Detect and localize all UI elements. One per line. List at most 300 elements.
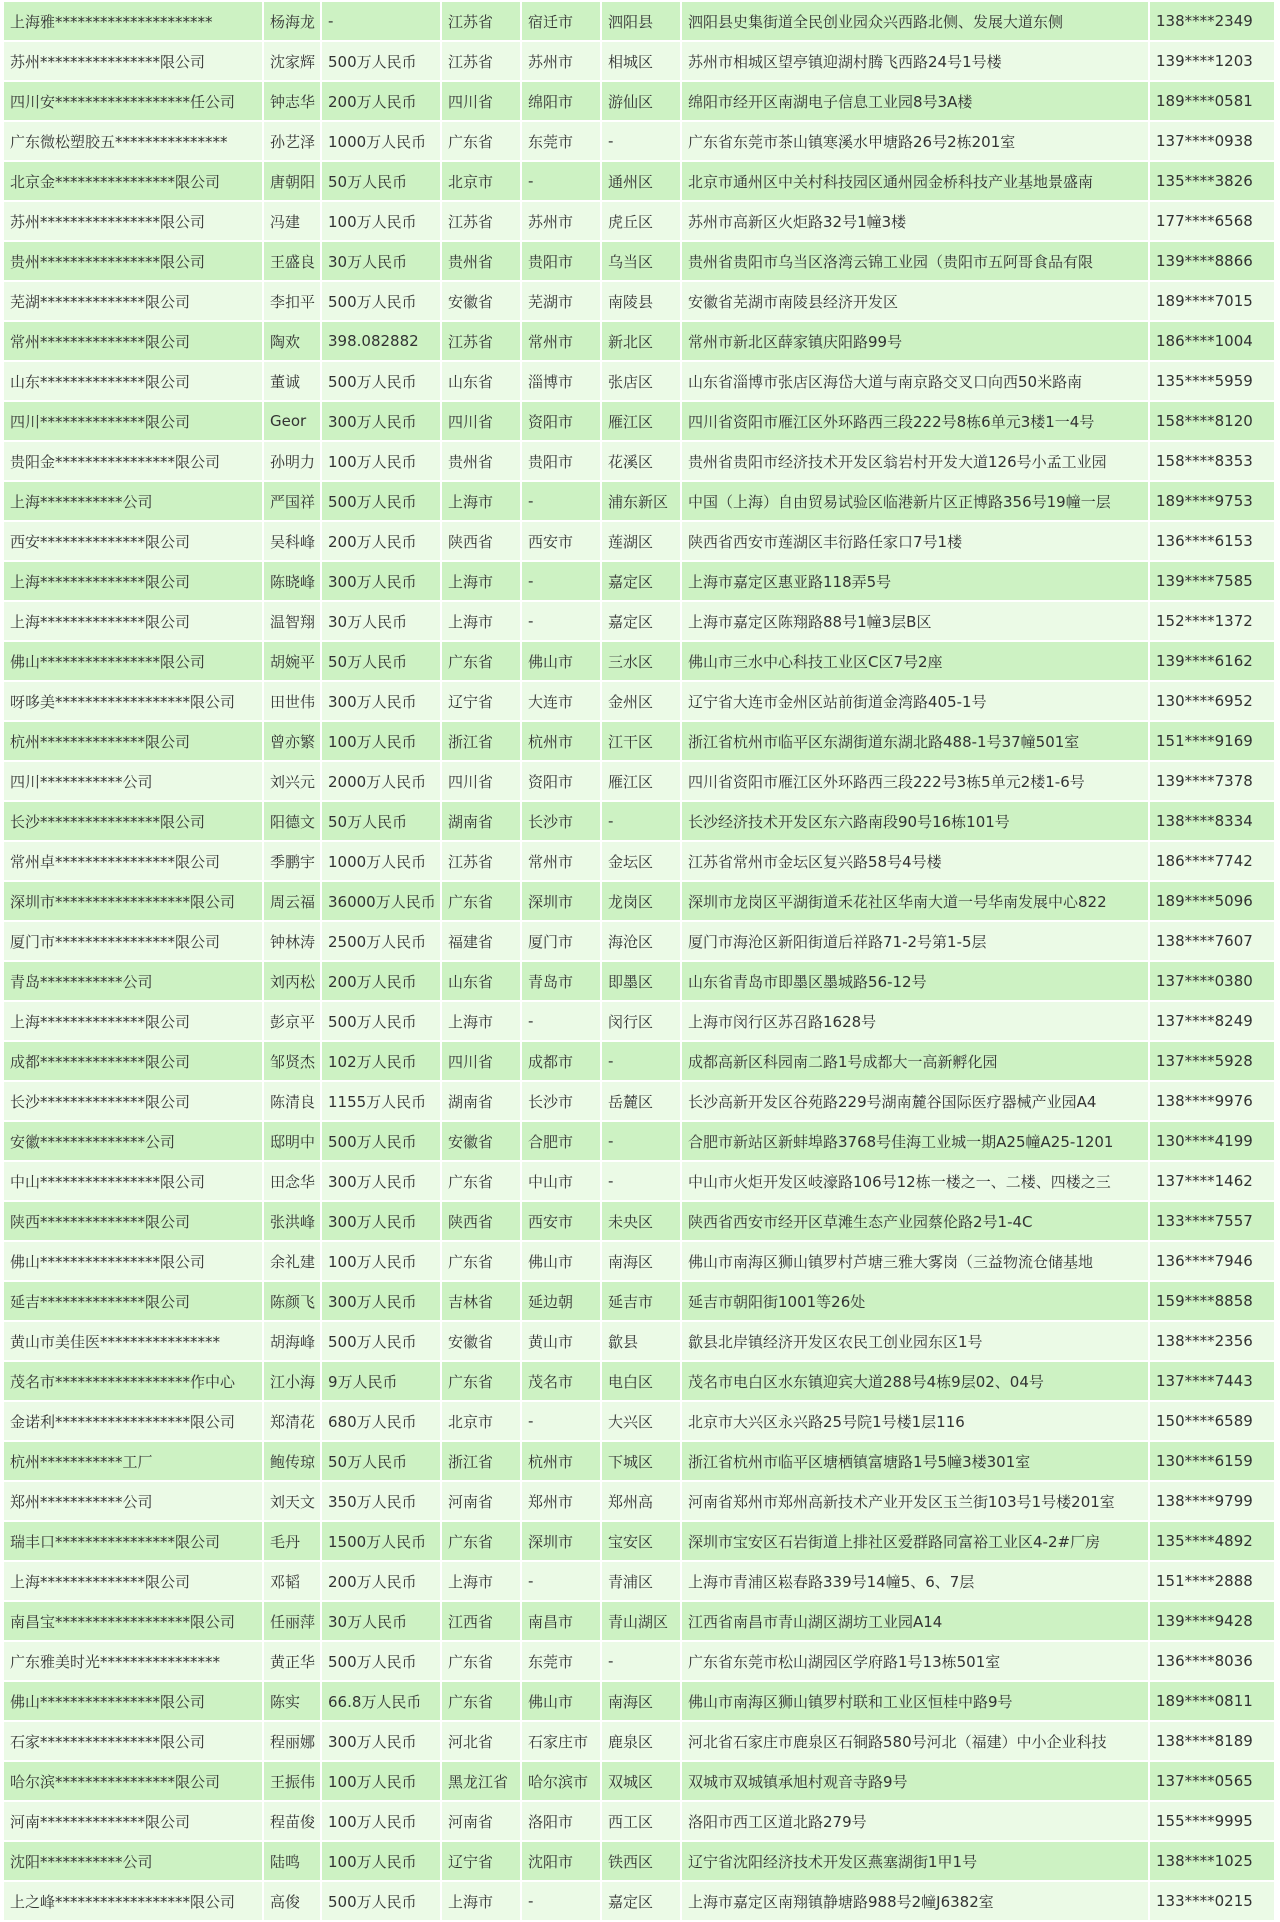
company-name-cell: 长沙****************限公司: [4, 802, 264, 842]
district-cell: 嘉定区: [602, 1882, 682, 1922]
registered-capital-cell: 200万人民币: [322, 962, 442, 1002]
address-cell: 深圳市龙岗区平湖街道禾花社区华南大道一号华南发展中心822: [682, 882, 1150, 922]
city-cell: 深圳市: [522, 882, 602, 922]
company-name-cell: 上海雅*********************: [4, 2, 264, 42]
table-row: [4, 122, 1276, 162]
table-row: [4, 1642, 1276, 1682]
province-cell: 上海市: [442, 562, 522, 602]
company-name-cell: 杭州***********工厂: [4, 1442, 264, 1482]
company-name-cell: 北京金****************限公司: [4, 162, 264, 202]
district-cell: -: [602, 1162, 682, 1202]
phone-cell: 138****1025: [1150, 1842, 1276, 1882]
table-row: [4, 442, 1276, 482]
table-row: [4, 1042, 1276, 1082]
company-name-cell: 广东雅美时光****************: [4, 1642, 264, 1682]
company-name-cell: 瑞丰口****************限公司: [4, 1522, 264, 1562]
address-cell: 浙江省杭州市临平区塘栖镇富塘路1号5幢3楼301室: [682, 1442, 1150, 1482]
address-cell: 四川省资阳市雁江区外环路西三段222号8栋6单元3楼1一4号: [682, 402, 1150, 442]
registered-capital-cell: 500万人民币: [322, 1642, 442, 1682]
contact-name-cell: 陈颜飞: [264, 1282, 322, 1322]
registered-capital-cell: 30万人民币: [322, 1602, 442, 1642]
table-row: [4, 922, 1276, 962]
city-cell: 常州市: [522, 842, 602, 882]
contact-name-cell: 张洪峰: [264, 1202, 322, 1242]
province-cell: 四川省: [442, 82, 522, 122]
district-cell: 嘉定区: [602, 602, 682, 642]
registered-capital-cell: 100万人民币: [322, 1842, 442, 1882]
address-cell: 厦门市海沧区新阳街道后祥路71-2号第1-5层: [682, 922, 1150, 962]
phone-cell: 130****6952: [1150, 682, 1276, 722]
address-cell: 延吉市朝阳街1001等26处: [682, 1282, 1150, 1322]
registered-capital-cell: 500万人民币: [322, 282, 442, 322]
city-cell: 贵阳市: [522, 242, 602, 282]
city-cell: -: [522, 602, 602, 642]
table-row: [4, 1762, 1276, 1802]
company-name-cell: 苏州****************限公司: [4, 42, 264, 82]
address-cell: 上海市青浦区崧春路339号14幢5、6、7层: [682, 1562, 1150, 1602]
table-row: [4, 642, 1276, 682]
registered-capital-cell: 500万人民币: [322, 1322, 442, 1362]
phone-cell: 137****5928: [1150, 1042, 1276, 1082]
table-row: [4, 1242, 1276, 1282]
registered-capital-cell: 2000万人民币: [322, 762, 442, 802]
district-cell: 双城区: [602, 1762, 682, 1802]
registered-capital-cell: 300万人民币: [322, 1722, 442, 1762]
phone-cell: 189****0581: [1150, 82, 1276, 122]
city-cell: 延边朝: [522, 1282, 602, 1322]
address-cell: 河北省石家庄市鹿泉区石铜路580号河北（福建）中小企业科技: [682, 1722, 1150, 1762]
phone-cell: 186****1004: [1150, 322, 1276, 362]
contact-name-cell: 高俊: [264, 1882, 322, 1922]
table-row: [4, 802, 1276, 842]
company-name-cell: 青岛***********公司: [4, 962, 264, 1002]
phone-cell: 138****8334: [1150, 802, 1276, 842]
company-name-cell: 河南**************限公司: [4, 1802, 264, 1842]
contact-name-cell: 曾亦繁: [264, 722, 322, 762]
table-row: [4, 682, 1276, 722]
table-row: [4, 1442, 1276, 1482]
contact-name-cell: 邹贤杰: [264, 1042, 322, 1082]
city-cell: 深圳市: [522, 1522, 602, 1562]
address-cell: 江西省南昌市青山湖区湖坊工业园A14: [682, 1602, 1150, 1642]
city-cell: 青岛市: [522, 962, 602, 1002]
city-cell: 苏州市: [522, 42, 602, 82]
address-cell: 辽宁省大连市金州区站前街道金湾路405-1号: [682, 682, 1150, 722]
city-cell: 合肥市: [522, 1122, 602, 1162]
company-name-cell: 厦门市****************限公司: [4, 922, 264, 962]
address-cell: 佛山市南海区狮山镇罗村芦塘三雅大雾岗（三益物流仓储基地: [682, 1242, 1150, 1282]
city-cell: 洛阳市: [522, 1802, 602, 1842]
company-name-cell: 四川**************限公司: [4, 402, 264, 442]
registered-capital-cell: 100万人民币: [322, 1802, 442, 1842]
company-name-cell: 苏州****************限公司: [4, 202, 264, 242]
table-row: [4, 202, 1276, 242]
phone-cell: 136****8036: [1150, 1642, 1276, 1682]
table-row: [4, 362, 1276, 402]
table-row: [4, 1802, 1276, 1842]
address-cell: 长沙经济技术开发区东六路南段90号16栋101号: [682, 802, 1150, 842]
table-row: [4, 1082, 1276, 1122]
province-cell: 江苏省: [442, 202, 522, 242]
contact-name-cell: 陈晓峰: [264, 562, 322, 602]
phone-cell: 138****7607: [1150, 922, 1276, 962]
address-cell: 贵州省贵阳市乌当区洛湾云锦工业园（贵阳市五阿哥食品有限: [682, 242, 1150, 282]
registered-capital-cell: 50万人民币: [322, 802, 442, 842]
table-row: [4, 1602, 1276, 1642]
city-cell: 郑州市: [522, 1482, 602, 1522]
province-cell: 广东省: [442, 882, 522, 922]
table-row: [4, 882, 1276, 922]
contact-name-cell: 王盛良: [264, 242, 322, 282]
city-cell: 资阳市: [522, 762, 602, 802]
company-name-cell: 佛山****************限公司: [4, 1242, 264, 1282]
table-row: [4, 1522, 1276, 1562]
registered-capital-cell: 100万人民币: [322, 202, 442, 242]
district-cell: 泗阳县: [602, 2, 682, 42]
phone-cell: 133****7557: [1150, 1202, 1276, 1242]
address-cell: 浙江省杭州市临平区东湖街道东湖北路488-1号37幢501室: [682, 722, 1150, 762]
contact-name-cell: 鲍传琼: [264, 1442, 322, 1482]
city-cell: -: [522, 1002, 602, 1042]
registered-capital-cell: 300万人民币: [322, 562, 442, 602]
province-cell: 辽宁省: [442, 1842, 522, 1882]
registered-capital-cell: 102万人民币: [322, 1042, 442, 1082]
company-name-cell: 常州**************限公司: [4, 322, 264, 362]
phone-cell: 177****6568: [1150, 202, 1276, 242]
company-name-cell: 深圳市******************限公司: [4, 882, 264, 922]
table-row: [4, 402, 1276, 442]
province-cell: 浙江省: [442, 722, 522, 762]
city-cell: -: [522, 562, 602, 602]
phone-cell: 136****7946: [1150, 1242, 1276, 1282]
table-row: [4, 602, 1276, 642]
company-name-cell: 安徽**************公司: [4, 1122, 264, 1162]
district-cell: 岳麓区: [602, 1082, 682, 1122]
contact-name-cell: 钟林涛: [264, 922, 322, 962]
contact-name-cell: 陈清良: [264, 1082, 322, 1122]
address-cell: 长沙高新开发区谷苑路229号湖南麓谷国际医疗器械产业园A4: [682, 1082, 1150, 1122]
province-cell: 浙江省: [442, 1442, 522, 1482]
company-name-cell: 延吉**************限公司: [4, 1282, 264, 1322]
district-cell: 南陵县: [602, 282, 682, 322]
phone-cell: 139****7378: [1150, 762, 1276, 802]
city-cell: 资阳市: [522, 402, 602, 442]
contact-name-cell: 邓韬: [264, 1562, 322, 1602]
phone-cell: 137****0380: [1150, 962, 1276, 1002]
table-row: [4, 1202, 1276, 1242]
company-name-cell: 成都**************限公司: [4, 1042, 264, 1082]
phone-cell: 138****2356: [1150, 1322, 1276, 1362]
province-cell: 河南省: [442, 1802, 522, 1842]
district-cell: 乌当区: [602, 242, 682, 282]
phone-cell: 186****7742: [1150, 842, 1276, 882]
city-cell: 佛山市: [522, 1682, 602, 1722]
table-row: [4, 82, 1276, 122]
district-cell: 大兴区: [602, 1402, 682, 1442]
address-cell: 陕西省西安市莲湖区丰衍路任家口7号1楼: [682, 522, 1150, 562]
district-cell: 西工区: [602, 1802, 682, 1842]
table-row: [4, 1322, 1276, 1362]
city-cell: -: [522, 1402, 602, 1442]
registered-capital-cell: 50万人民币: [322, 162, 442, 202]
registered-capital-cell: 100万人民币: [322, 442, 442, 482]
address-cell: 中国（上海）自由贸易试验区临港新片区正博路356号19幢一层: [682, 482, 1150, 522]
company-name-cell: 中山****************限公司: [4, 1162, 264, 1202]
province-cell: 吉林省: [442, 1282, 522, 1322]
city-cell: 东莞市: [522, 1642, 602, 1682]
address-cell: 苏州市高新区火炬路32号1幢3楼: [682, 202, 1150, 242]
contact-name-cell: 邸明中: [264, 1122, 322, 1162]
province-cell: 辽宁省: [442, 682, 522, 722]
city-cell: 宿迁市: [522, 2, 602, 42]
address-cell: 茂名市电白区水东镇迎宾大道288号4栋9层02、04号: [682, 1362, 1150, 1402]
registered-capital-cell: 100万人民币: [322, 722, 442, 762]
company-name-cell: 茂名市******************作中心: [4, 1362, 264, 1402]
table-row: [4, 322, 1276, 362]
district-cell: 宝安区: [602, 1522, 682, 1562]
company-name-cell: 杭州**************限公司: [4, 722, 264, 762]
address-cell: 广东省东莞市松山湖园区学府路1号13栋501室: [682, 1642, 1150, 1682]
contact-name-cell: 刘天文: [264, 1482, 322, 1522]
phone-cell: 138****2349: [1150, 2, 1276, 42]
contact-name-cell: 季鹏宇: [264, 842, 322, 882]
province-cell: 贵州省: [442, 242, 522, 282]
table-row: [4, 1482, 1276, 1522]
contact-name-cell: 胡婉平: [264, 642, 322, 682]
district-cell: 闵行区: [602, 1002, 682, 1042]
district-cell: 张店区: [602, 362, 682, 402]
province-cell: 江苏省: [442, 842, 522, 882]
province-cell: 广东省: [442, 1522, 522, 1562]
phone-cell: 137****0565: [1150, 1762, 1276, 1802]
province-cell: 广东省: [442, 1682, 522, 1722]
registered-capital-cell: 200万人民币: [322, 522, 442, 562]
city-cell: 黄山市: [522, 1322, 602, 1362]
city-cell: 西安市: [522, 1202, 602, 1242]
company-name-cell: 石家****************限公司: [4, 1722, 264, 1762]
province-cell: 河北省: [442, 1722, 522, 1762]
contact-name-cell: 孙艺泽: [264, 122, 322, 162]
city-cell: 长沙市: [522, 1082, 602, 1122]
city-cell: 杭州市: [522, 722, 602, 762]
company-name-cell: 黄山市美佳医****************: [4, 1322, 264, 1362]
company-name-cell: 上海***********公司: [4, 482, 264, 522]
province-cell: 广东省: [442, 1242, 522, 1282]
table-row: [4, 1362, 1276, 1402]
contact-name-cell: 严国祥: [264, 482, 322, 522]
province-cell: 安徽省: [442, 282, 522, 322]
district-cell: 莲湖区: [602, 522, 682, 562]
contact-name-cell: 胡海峰: [264, 1322, 322, 1362]
company-table: [4, 2, 1276, 1922]
contact-name-cell: 程苗俊: [264, 1802, 322, 1842]
address-cell: 深圳市宝安区石岩街道上排社区爱群路同富裕工业区4-2#厂房: [682, 1522, 1150, 1562]
province-cell: 广东省: [442, 1362, 522, 1402]
district-cell: 花溪区: [602, 442, 682, 482]
phone-cell: 137****0938: [1150, 122, 1276, 162]
table-row: [4, 1402, 1276, 1442]
registered-capital-cell: 500万人民币: [322, 1122, 442, 1162]
table-row: [4, 1122, 1276, 1162]
table-row: [4, 1842, 1276, 1882]
registered-capital-cell: 300万人民币: [322, 402, 442, 442]
registered-capital-cell: 1000万人民币: [322, 122, 442, 162]
city-cell: 贵阳市: [522, 442, 602, 482]
province-cell: 四川省: [442, 402, 522, 442]
district-cell: 通州区: [602, 162, 682, 202]
city-cell: 南昌市: [522, 1602, 602, 1642]
registered-capital-cell: 2500万人民币: [322, 922, 442, 962]
company-name-cell: 上海**************限公司: [4, 1562, 264, 1602]
phone-cell: 158****8120: [1150, 402, 1276, 442]
phone-cell: 139****7585: [1150, 562, 1276, 602]
district-cell: 鹿泉区: [602, 1722, 682, 1762]
contact-name-cell: 陈实: [264, 1682, 322, 1722]
registered-capital-cell: 1155万人民币: [322, 1082, 442, 1122]
address-cell: 河南省郑州市郑州高新技术产业开发区玉兰街103号1号楼201室: [682, 1482, 1150, 1522]
registered-capital-cell: 500万人民币: [322, 42, 442, 82]
company-name-cell: 上海**************限公司: [4, 1002, 264, 1042]
district-cell: -: [602, 802, 682, 842]
district-cell: 江干区: [602, 722, 682, 762]
address-cell: 上海市闵行区苏召路1628号: [682, 1002, 1150, 1042]
phone-cell: 138****9976: [1150, 1082, 1276, 1122]
district-cell: 嘉定区: [602, 562, 682, 602]
address-cell: 四川省资阳市雁江区外环路西三段222号3栋5单元2楼1-6号: [682, 762, 1150, 802]
district-cell: 雁江区: [602, 402, 682, 442]
province-cell: 黑龙江省: [442, 1762, 522, 1802]
registered-capital-cell: 50万人民币: [322, 642, 442, 682]
phone-cell: 189****9753: [1150, 482, 1276, 522]
phone-cell: 152****1372: [1150, 602, 1276, 642]
province-cell: 上海市: [442, 602, 522, 642]
address-cell: 上海市嘉定区惠亚路118弄5号: [682, 562, 1150, 602]
province-cell: 湖南省: [442, 802, 522, 842]
registered-capital-cell: 200万人民币: [322, 82, 442, 122]
address-cell: 辽宁省沈阳经济技术开发区燕塞湖街1甲1号: [682, 1842, 1150, 1882]
registered-capital-cell: 200万人民币: [322, 1562, 442, 1602]
phone-cell: 158****8353: [1150, 442, 1276, 482]
contact-name-cell: 李扣平: [264, 282, 322, 322]
district-cell: 金坛区: [602, 842, 682, 882]
registered-capital-cell: 300万人民币: [322, 1202, 442, 1242]
city-cell: -: [522, 1882, 602, 1922]
district-cell: 歙县: [602, 1322, 682, 1362]
province-cell: 安徽省: [442, 1322, 522, 1362]
company-name-cell: 佛山****************限公司: [4, 1682, 264, 1722]
table-row: [4, 162, 1276, 202]
registered-capital-cell: 300万人民币: [322, 682, 442, 722]
registered-capital-cell: 500万人民币: [322, 1002, 442, 1042]
phone-cell: 137****7443: [1150, 1362, 1276, 1402]
registered-capital-cell: 100万人民币: [322, 1242, 442, 1282]
phone-cell: 137****1462: [1150, 1162, 1276, 1202]
province-cell: 安徽省: [442, 1122, 522, 1162]
contact-name-cell: 孙明力: [264, 442, 322, 482]
phone-cell: 139****9428: [1150, 1602, 1276, 1642]
company-name-cell: 上海**************限公司: [4, 562, 264, 602]
province-cell: 江苏省: [442, 42, 522, 82]
address-cell: 常州市新北区薛家镇庆阳路99号: [682, 322, 1150, 362]
city-cell: 中山市: [522, 1162, 602, 1202]
province-cell: 河南省: [442, 1482, 522, 1522]
company-name-cell: 常州卓****************限公司: [4, 842, 264, 882]
city-cell: 佛山市: [522, 642, 602, 682]
address-cell: 中山市火炬开发区岐濠路106号12栋一楼之一、二楼、四楼之三: [682, 1162, 1150, 1202]
company-name-cell: 上海**************限公司: [4, 602, 264, 642]
district-cell: 龙岗区: [602, 882, 682, 922]
company-name-cell: 金诺利******************限公司: [4, 1402, 264, 1442]
district-cell: 雁江区: [602, 762, 682, 802]
district-cell: 下城区: [602, 1442, 682, 1482]
table-row: [4, 1882, 1276, 1922]
contact-name-cell: 杨海龙: [264, 2, 322, 42]
city-cell: 厦门市: [522, 922, 602, 962]
registered-capital-cell: 66.8万人民币: [322, 1682, 442, 1722]
phone-cell: 136****6153: [1150, 522, 1276, 562]
district-cell: -: [602, 1042, 682, 1082]
contact-name-cell: 陆鸣: [264, 1842, 322, 1882]
phone-cell: 135****5959: [1150, 362, 1276, 402]
city-cell: -: [522, 482, 602, 522]
registered-capital-cell: 50万人民币: [322, 1442, 442, 1482]
contact-name-cell: 温智翔: [264, 602, 322, 642]
province-cell: 湖南省: [442, 1082, 522, 1122]
contact-name-cell: 王振伟: [264, 1762, 322, 1802]
registered-capital-cell: 398.082882: [322, 322, 442, 362]
contact-name-cell: 毛丹: [264, 1522, 322, 1562]
table-row: [4, 1722, 1276, 1762]
phone-cell: 189****0811: [1150, 1682, 1276, 1722]
district-cell: 郑州高: [602, 1482, 682, 1522]
registered-capital-cell: 300万人民币: [322, 1282, 442, 1322]
district-cell: 虎丘区: [602, 202, 682, 242]
phone-cell: 189****7015: [1150, 282, 1276, 322]
phone-cell: 138****8189: [1150, 1722, 1276, 1762]
city-cell: 绵阳市: [522, 82, 602, 122]
district-cell: 即墨区: [602, 962, 682, 1002]
city-cell: 西安市: [522, 522, 602, 562]
address-cell: 泗阳县史集街道全民创业园众兴西路北侧、发展大道东侧: [682, 2, 1150, 42]
district-cell: -: [602, 122, 682, 162]
phone-cell: 133****0215: [1150, 1882, 1276, 1922]
address-cell: 上海市嘉定区南翔镇静塘路988号2幢J6382室: [682, 1882, 1150, 1922]
phone-cell: 155****9995: [1150, 1802, 1276, 1842]
company-name-cell: 沈阳***********公司: [4, 1842, 264, 1882]
district-cell: 浦东新区: [602, 482, 682, 522]
phone-cell: 130****4199: [1150, 1122, 1276, 1162]
province-cell: 上海市: [442, 1882, 522, 1922]
address-cell: 上海市嘉定区陈翔路88号1幢3层B区: [682, 602, 1150, 642]
phone-cell: 150****6589: [1150, 1402, 1276, 1442]
city-cell: 成都市: [522, 1042, 602, 1082]
company-name-cell: 长沙**************限公司: [4, 1082, 264, 1122]
contact-name-cell: 吴科峰: [264, 522, 322, 562]
table-row: [4, 2, 1276, 42]
district-cell: 南海区: [602, 1682, 682, 1722]
table-row: [4, 522, 1276, 562]
province-cell: 上海市: [442, 1562, 522, 1602]
company-name-cell: 山东**************限公司: [4, 362, 264, 402]
contact-name-cell: 田念华: [264, 1162, 322, 1202]
registered-capital-cell: 100万人民币: [322, 1762, 442, 1802]
city-cell: 茂名市: [522, 1362, 602, 1402]
district-cell: 相城区: [602, 42, 682, 82]
registered-capital-cell: 500万人民币: [322, 482, 442, 522]
contact-name-cell: 任丽萍: [264, 1602, 322, 1642]
province-cell: 陕西省: [442, 522, 522, 562]
company-name-cell: 贵州****************限公司: [4, 242, 264, 282]
